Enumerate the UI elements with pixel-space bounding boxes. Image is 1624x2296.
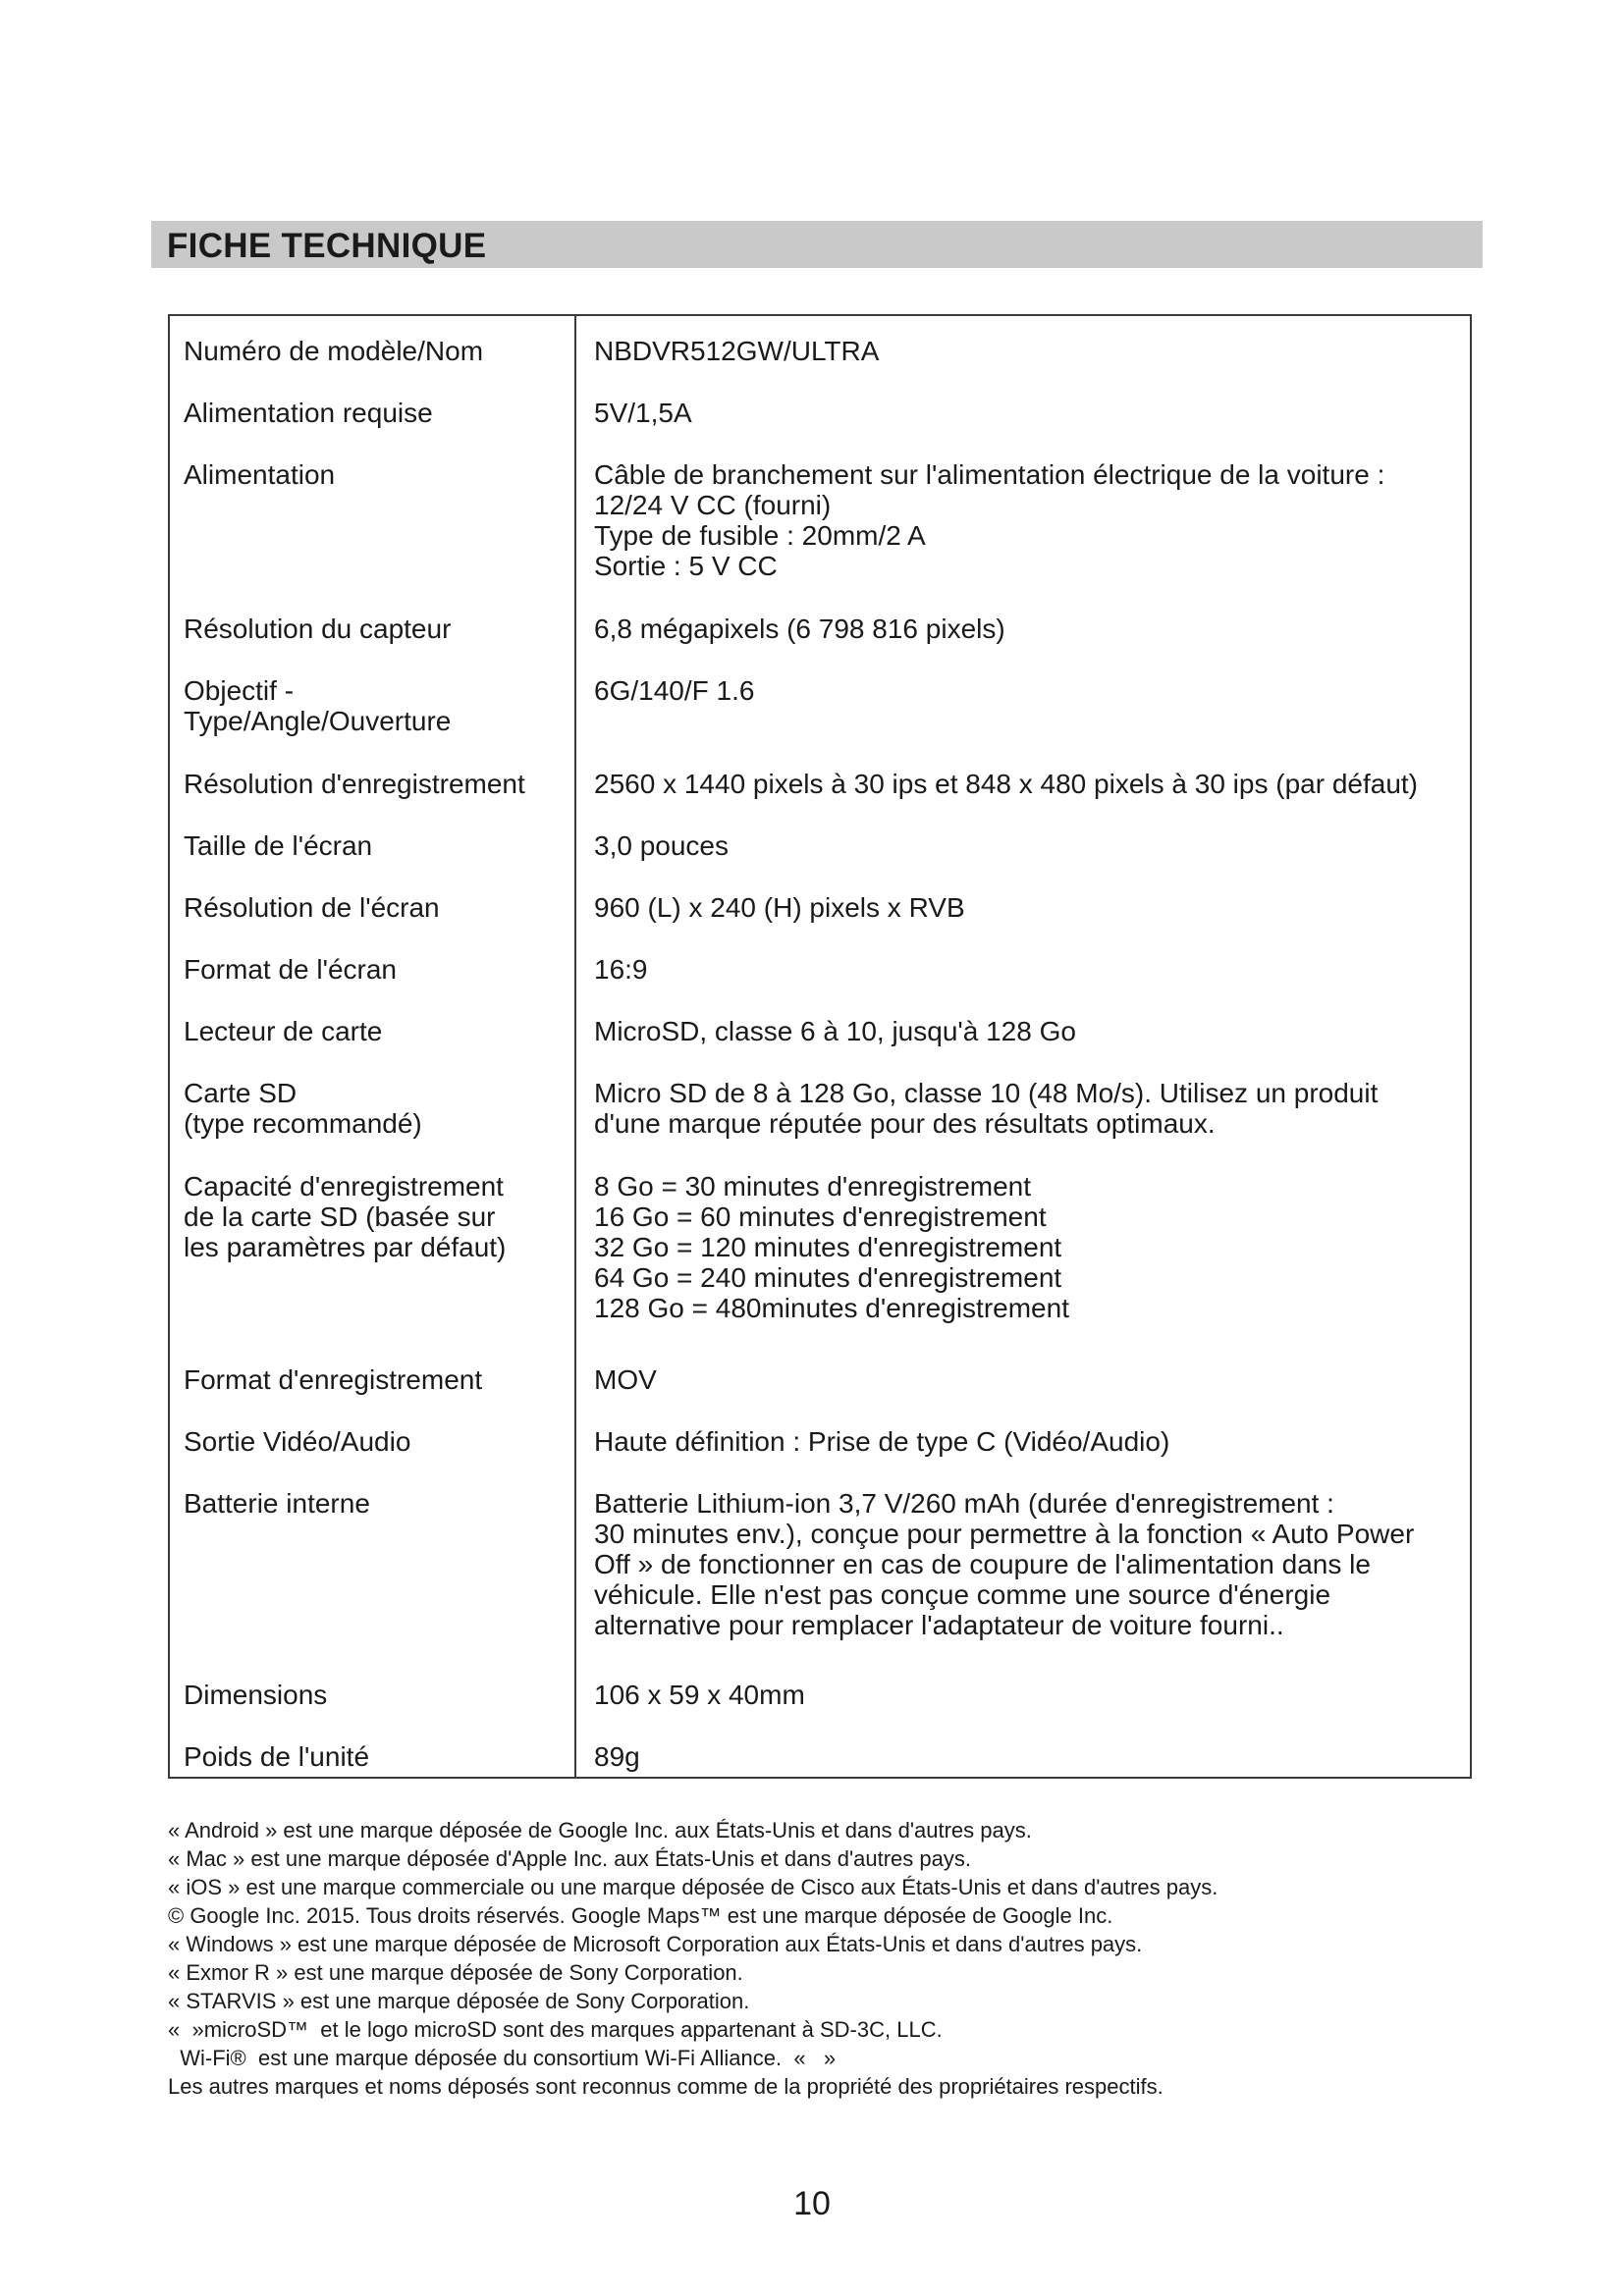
spec-value: 5V/1,5A [594, 398, 692, 428]
spec-value: Câble de branchement sur l'alimentation électrique de la voiture : 12/24 V CC (fourni) Type de fusible : 20mm/2 A Sortie : 5 V CC [594, 459, 1385, 581]
trademark-note: « Mac » est une marque déposée d'Apple Inc. aux États-Unis et dans d'autres pays. [168, 1846, 971, 1871]
trademark-note: « iOS » est une marque commerciale ou une marque déposée de Cisco aux États-Unis et dans d'autres pays. [168, 1875, 1218, 1899]
spec-value: 6,8 mégapixels (6 798 816 pixels) [594, 614, 1005, 644]
spec-value: MicroSD, classe 6 à 10, jusqu'à 128 Go [594, 1016, 1076, 1046]
page-number: 10 [793, 2185, 831, 2222]
spec-value: 106 x 59 x 40mm [594, 1680, 805, 1710]
spec-label: Dimensions [184, 1680, 328, 1710]
spec-value: 960 (L) x 240 (H) pixels x RVB [594, 892, 965, 923]
trademark-note: « Android » est une marque déposée de Google Inc. aux États-Unis et dans d'autres pays. [168, 1818, 1032, 1842]
spec-label: Format d'enregistrement [184, 1364, 483, 1395]
trademark-note: Les autres marques et noms déposés sont reconnus comme de la propriété des propriétaires respectifs. [168, 2074, 1164, 2099]
spec-label: Capacité d'enregistrement de la carte SD (basée sur les paramètres par défaut) [184, 1171, 507, 1262]
trademark-note: « STARVIS » est une marque déposée de Sony Corporation. [168, 1989, 750, 2013]
spec-label: Taille de l'écran [184, 830, 373, 861]
section-title: FICHE TECHNIQUE [167, 227, 487, 265]
spec-label: Lecteur de carte [184, 1016, 383, 1046]
spec-value: 2560 x 1440 pixels à 30 ips et 848 x 480 pixels à 30 ips (par défaut) [594, 769, 1418, 799]
spec-value: 16:9 [594, 954, 648, 985]
spec-label: Résolution d'enregistrement [184, 769, 525, 799]
spec-value: 3,0 pouces [594, 830, 729, 861]
spec-value: 89g [594, 1741, 640, 1772]
trademark-note: Wi-Fi® est une marque déposée du consortium Wi-Fi Alliance. « » [168, 2046, 837, 2070]
spec-label: Sortie Vidéo/Audio [184, 1426, 411, 1457]
trademark-note: « »microSD™ et le logo microSD sont des marques appartenant à SD-3C, LLC. [168, 2017, 943, 2042]
spec-table [168, 314, 1472, 1779]
spec-label: Poids de l'unité [184, 1741, 370, 1772]
spec-value: Haute définition : Prise de type C (Vidéo/Audio) [594, 1426, 1170, 1457]
trademark-note: © Google Inc. 2015. Tous droits réservés. Google Maps™ est une marque déposée de Google Inc. [168, 1903, 1113, 1928]
spec-value: Micro SD de 8 à 128 Go, classe 10 (48 Mo/s). Utilisez un produit d'une marque réputée pour des résultats optimaux. [594, 1078, 1379, 1139]
spec-value: NBDVR512GW/ULTRA [594, 336, 880, 366]
column-divider [574, 316, 576, 1777]
spec-value: 6G/140/F 1.6 [594, 675, 755, 706]
spec-label: Alimentation requise [184, 398, 433, 428]
spec-value: 8 Go = 30 minutes d'enregistrement 16 Go = 60 minutes d'enregistrement 32 Go = 120 minutes d'enregistrement 64 Go = 240 minutes d'enregistrement 128 Go = 480minutes d'enregistrement [594, 1171, 1069, 1323]
section-header-bar [151, 221, 1483, 268]
spec-value: MOV [594, 1364, 657, 1395]
spec-label: Carte SD (type recommandé) [184, 1078, 422, 1139]
spec-label: Format de l'écran [184, 954, 397, 985]
spec-label: Batterie interne [184, 1488, 370, 1519]
trademark-notes [168, 1816, 1484, 2101]
trademark-note: « Windows » est une marque déposée de Microsoft Corporation aux États-Unis et dans d'autres pays. [168, 1932, 1143, 1956]
spec-value: Batterie Lithium-ion 3,7 V/260 mAh (durée d'enregistrement : 30 minutes env.), conçue pour permettre à la fonction « Auto Power Off » de fonctionner en cas de coupure de l'alimentation dans le véhicule. Elle n'est pas conçue comme une source d'énergie alternative pour remplacer l'adaptateur de voiture fourni.. [594, 1488, 1415, 1640]
trademark-note: « Exmor R » est une marque déposée de Sony Corporation. [168, 1960, 743, 1985]
spec-label: Résolution du capteur [184, 614, 452, 644]
spec-label: Numéro de modèle/Nom [184, 336, 484, 366]
spec-label: Objectif - Type/Angle/Ouverture [184, 675, 452, 736]
spec-label: Alimentation [184, 459, 336, 490]
spec-label: Résolution de l'écran [184, 892, 440, 923]
